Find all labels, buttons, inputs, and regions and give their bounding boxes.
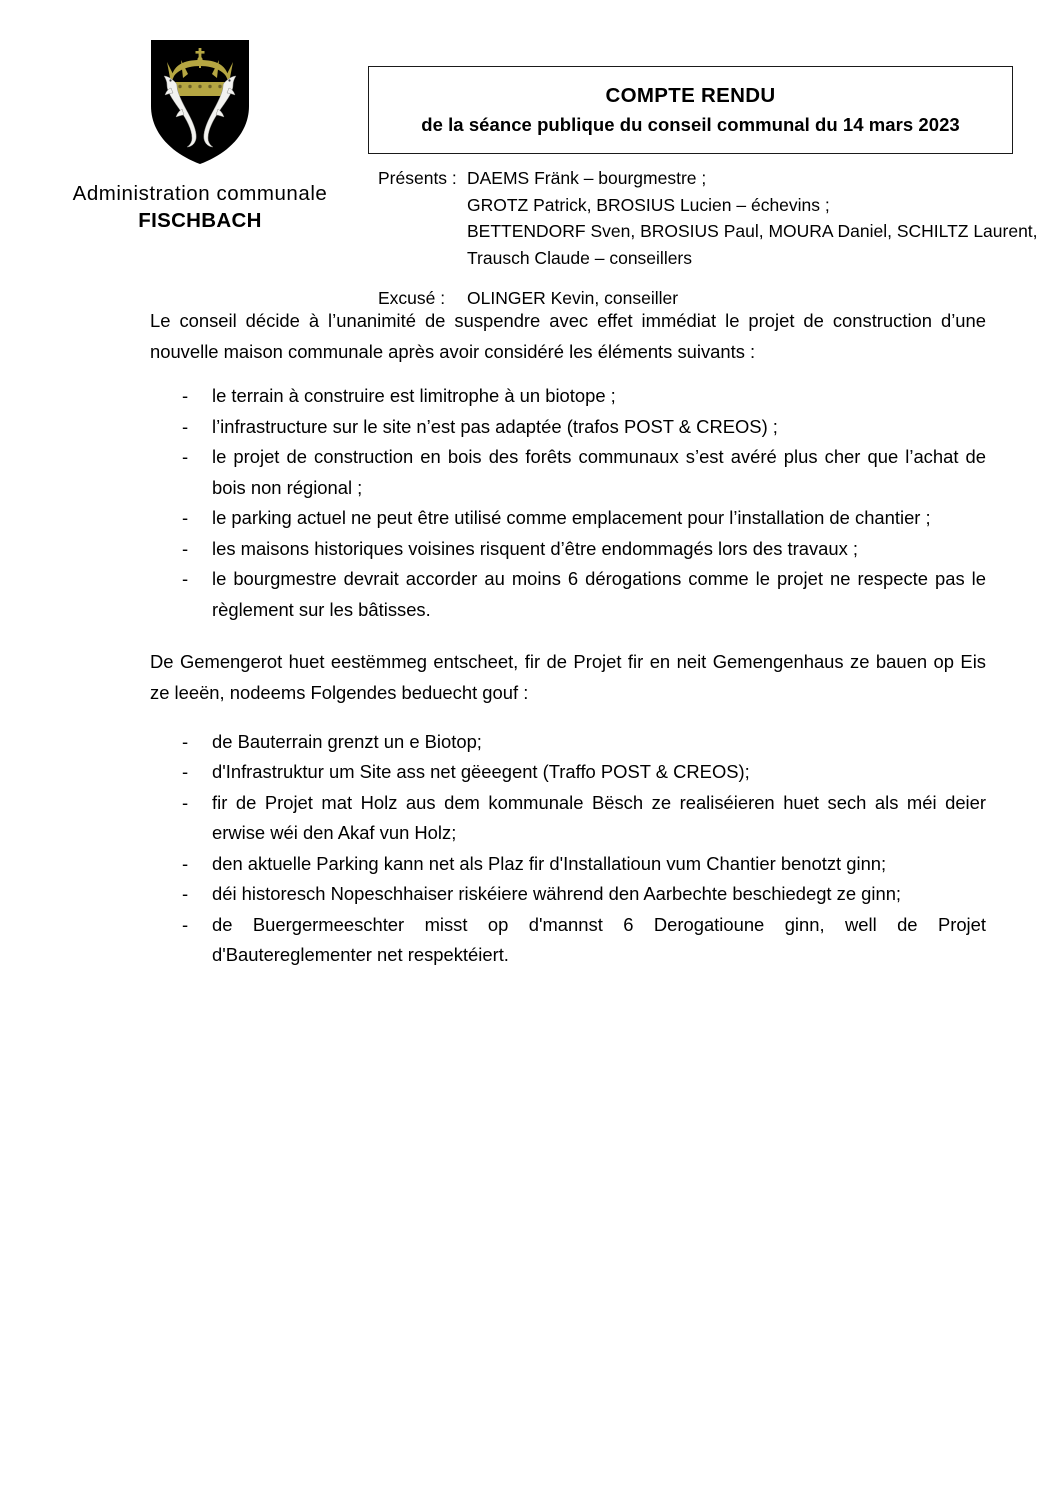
list-item-text: le bourgmestre devrait accorder au moins 6 dérogations comme le projet ne respecte pas le règlement sur les bâtisses.: [212, 568, 986, 620]
attendee-line: OLINGER Kevin, conseiller: [467, 288, 679, 309]
french-intro-paragraph: Le conseil décide à l’unanimité de suspendre avec effet immédiat le projet de construction d’une nouvelle maison communale après avoir considéré les éléments suivants :: [150, 310, 986, 362]
document-subtitle: de la séance publique du conseil communal du 14 mars 2023: [421, 114, 960, 136]
list-item-text: les maisons historiques voisines risquent d’être endommagés lors des travaux ;: [212, 537, 859, 559]
attendee-line: GROTZ Patrick, BROSIUS Lucien – échevins ;: [467, 194, 830, 215]
list-item-text: l’infrastructure sur le site n’est pas adaptée (trafos POST & CREOS) ;: [212, 415, 778, 437]
list-item: [150, 849, 986, 880]
bullet-dash-marker: -: [182, 791, 189, 813]
list-item-text: de Buergermeeschter misst op d'mannst 6 Derogatioune ginn, well de Projet d'Bautereglementer net respektéiert.: [212, 913, 986, 966]
fischbach-coat-of-arms-icon: [147, 38, 253, 166]
bullet-dash-marker: -: [182, 730, 189, 752]
bullet-dash-marker: -: [182, 852, 189, 874]
list-item: [150, 757, 986, 788]
list-item-text: le parking actuel ne peut être utilisé comme emplacement pour l’installation de chantier ;: [212, 507, 931, 529]
attendance-label-present: Présents :: [378, 168, 457, 188]
list-item: [150, 534, 986, 565]
org-name-line1: Administration communale: [72, 182, 328, 205]
list-item: [150, 381, 986, 412]
list-item: [150, 412, 986, 443]
attendance-values-present: [467, 165, 1038, 271]
document-body: [150, 306, 986, 971]
attendee-line: BETTENDORF Sven, BROSIUS Paul, MOURA Daniel, SCHILTZ Laurent,: [467, 221, 1038, 242]
list-item: [150, 727, 986, 758]
bullet-dash-marker: -: [182, 415, 189, 437]
list-item-text: fir de Projet mat Holz aus dem kommunale Bësch ze realiséieren huet sech als méi deier erwise wéi den Akaf vun Holz;: [212, 791, 986, 844]
list-item-text: de Bauterrain grenzt un e Biotop;: [212, 730, 482, 752]
letterhead: [40, 38, 360, 234]
org-name-line2: FISCHBACH: [138, 209, 262, 233]
bullet-dash-marker: -: [182, 446, 189, 468]
list-item-text: den aktuelle Parking kann net als Plaz fir d'Installatioun vum Chantier benotzt ginn;: [212, 852, 887, 874]
bullet-dash-marker: -: [182, 385, 189, 407]
list-item-text: déi historesch Nopeschhaiser riskéiere während den Aarbechte beschiedegt ze ginn;: [212, 883, 902, 905]
bullet-dash-marker: -: [182, 537, 189, 559]
bullet-dash-marker: -: [182, 568, 189, 590]
list-item: [150, 442, 986, 503]
document-title: COMPTE RENDU: [605, 83, 776, 107]
bullet-dash-marker: -: [182, 507, 189, 529]
list-item-text: le terrain à construire est limitrophe à un biotope ;: [212, 385, 616, 407]
list-item: [150, 503, 986, 534]
list-item: [150, 879, 986, 910]
list-item-text: le projet de construction en bois des forêts communaux s’est avéré plus cher que l’achat de bois non régional ;: [212, 446, 986, 498]
document-title-box: [368, 66, 1013, 154]
attendee-line: DAEMS Fränk – bourgmestre ;: [467, 168, 707, 188]
bullet-dash-marker: -: [182, 761, 189, 783]
list-item-text: d'Infrastruktur um Site ass net gëeegent (Traffo POST & CREOS);: [212, 761, 750, 783]
luxembourgish-intro-paragraph: De Gemengerot huet eestëmmeg entscheet, fir de Projet fir en neit Gemengenhaus ze bauen op Eis ze leeën, nodeems Folgendes beduecht gouf :: [150, 651, 986, 704]
luxembourgish-section: [150, 647, 986, 970]
luxembourgish-bullet-list: [150, 727, 986, 971]
bullet-dash-marker: -: [182, 883, 189, 905]
attendance-row-present: [378, 165, 1038, 271]
french-bullet-list: [150, 381, 986, 625]
list-item: [150, 910, 986, 971]
attendance-block: [378, 165, 1038, 312]
bullet-dash-marker: -: [182, 913, 189, 935]
list-item: [150, 788, 986, 849]
attendance-label-excused: Excusé :: [378, 288, 446, 309]
list-item: [150, 564, 986, 625]
attendee-line: Trausch Claude – conseillers: [467, 247, 693, 268]
